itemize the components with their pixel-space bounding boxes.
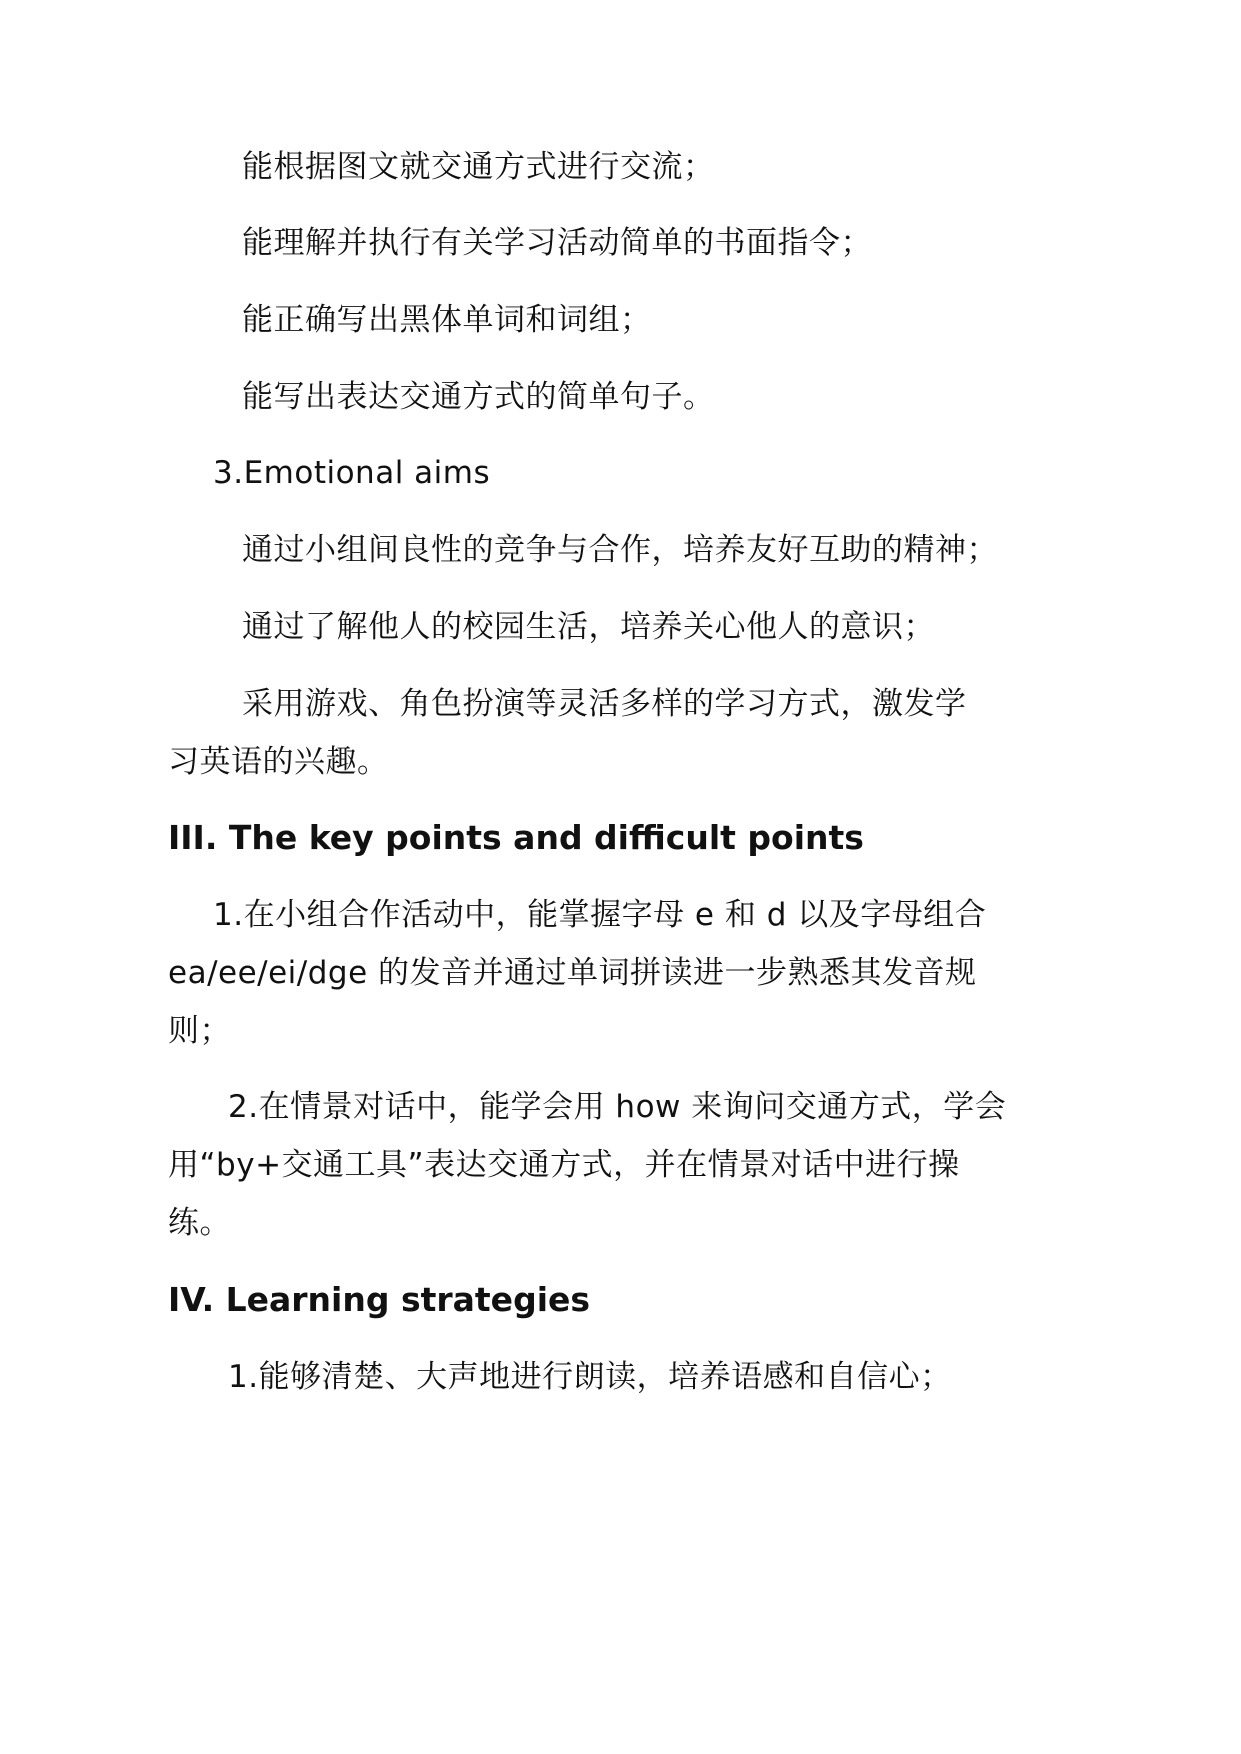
key-point-1: 1.在小组合作活动中，能掌握字母 e 和 d 以及字母组合: [213, 897, 987, 933]
skill-aim-item: 能根据图文就交通方式进行交流；: [242, 149, 715, 185]
strategy-item: 1.能够清楚、大声地进行朗读，培养语感和自信心；: [228, 1359, 952, 1395]
section-heading-learning-strategies: IV. Learning strategies: [168, 1280, 591, 1319]
emotional-aims-title: 3.Emotional aims: [213, 455, 491, 491]
key-point-2-continued: 练。: [168, 1205, 231, 1241]
emotional-aim-item: 通过小组间良性的竞争与合作，培养友好互助的精神；: [242, 532, 998, 568]
skill-aim-item: 能写出表达交通方式的简单句子。: [242, 379, 715, 415]
emotional-aim-item: 采用游戏、角色扮演等灵活多样的学习方式，激发学: [242, 686, 967, 722]
key-point-1-continued: 则；: [168, 1013, 231, 1049]
key-point-2-continued: 用“by+交通工具”表达交通方式，并在情景对话中进行操: [168, 1147, 960, 1183]
emotional-aim-item: 通过了解他人的校园生活，培养关心他人的意识；: [242, 609, 935, 645]
section-heading-key-points: III. The key points and difficult points: [168, 818, 864, 857]
key-point-1-continued: ea/ee/ei/dge 的发音并通过单词拼读进一步熟悉其发音规: [168, 955, 977, 991]
skill-aim-item: 能正确写出黑体单词和词组；: [242, 302, 652, 338]
skill-aim-item: 能理解并执行有关学习活动简单的书面指令；: [242, 225, 872, 261]
emotional-aim-item-continued: 习英语的兴趣。: [168, 744, 389, 780]
key-point-2: 2.在情景对话中，能学会用 how 来询问交通方式，学会: [228, 1089, 1007, 1125]
